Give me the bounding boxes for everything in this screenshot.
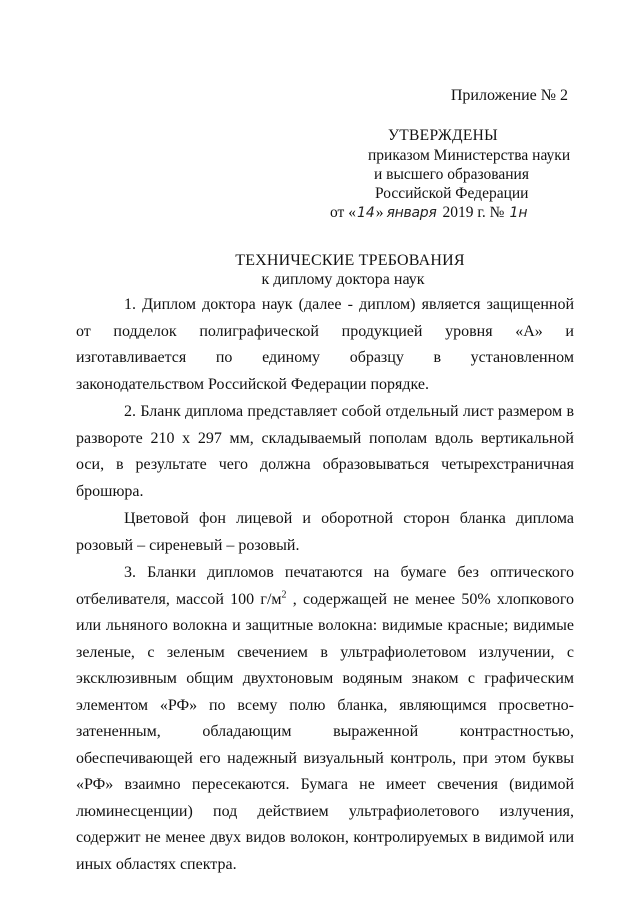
approval-date-line [330, 203, 585, 225]
date-mid: » [375, 204, 384, 221]
date-prefix: от « [330, 204, 356, 221]
handwritten-day: 14 [356, 205, 375, 221]
paragraph-3 [76, 560, 574, 878]
annex-label: Приложение № 2 [450, 87, 568, 104]
approval-line-2: и высшего образования [374, 166, 529, 183]
approval-title: УТВЕРЖДЕНЫ [388, 127, 498, 144]
paragraph-3-end: , содержащей не менее 50% хлопкового или льняного волокна и защитные волокна: видимые красные; видимые зеленые, с зеленым свечением в ультрафиолетовом излучении, с эксклюзивным общим двухтоновым водяным знаком с графическим элементом «РФ» по всему полю бланка, являющимся просветно-затененным, обладающим выраженной контрастностью, обеспечивающей его надежный визуальный контроль, при этом буквы «РФ» взаимно пересекаются. Бумага не имеет свечения (видимой люминесценции) под действием ультрафиолетового излучения, содержит не менее двух видов волокон, контролируемых в видимой или иных областях спектра. [76, 590, 575, 873]
paragraph-1: 1. Диплом доктора наук (далее - диплом) является защищенной от подделок полиграфической продукцией уровня «А» и изготавливается по единому образцу в установленном законодательством Российской Федерации порядке. [76, 296, 574, 393]
document-title-line-1: ТЕХНИЧЕСКИЕ ТРЕБОВАНИЯ [235, 252, 465, 269]
date-year: 2019 г. № [442, 204, 505, 221]
approval-line-1: приказом Министерства науки [368, 147, 571, 164]
handwritten-order-number: 1н [509, 205, 528, 221]
handwritten-month: января [386, 205, 437, 221]
document-title [0, 251, 640, 289]
paragraph-2-color: Цветовой фон лицевой и оборотной сторон бланка диплома розовый – сиреневый – розовый. [76, 510, 574, 554]
document-title-line-2: к диплому доктора наук [261, 271, 425, 288]
document-body [76, 292, 574, 879]
paragraph-2: 2. Бланк диплома представляет собой отдельный лист размером в развороте 210 х 297 мм, складываемый пополам вдоль вертикальной оси, в результате чего должна образовываться четырехстраничная брошюра. [76, 403, 574, 500]
paragraph-3-superscript: 2 [281, 589, 287, 601]
paragraph-3-start: 3. Бланки дипломов печатаются на бумаге без оптического отбеливателя, массой 100 г/м [76, 564, 574, 608]
approval-block [330, 126, 585, 225]
approval-line-3: Российской Федерации [375, 185, 529, 202]
